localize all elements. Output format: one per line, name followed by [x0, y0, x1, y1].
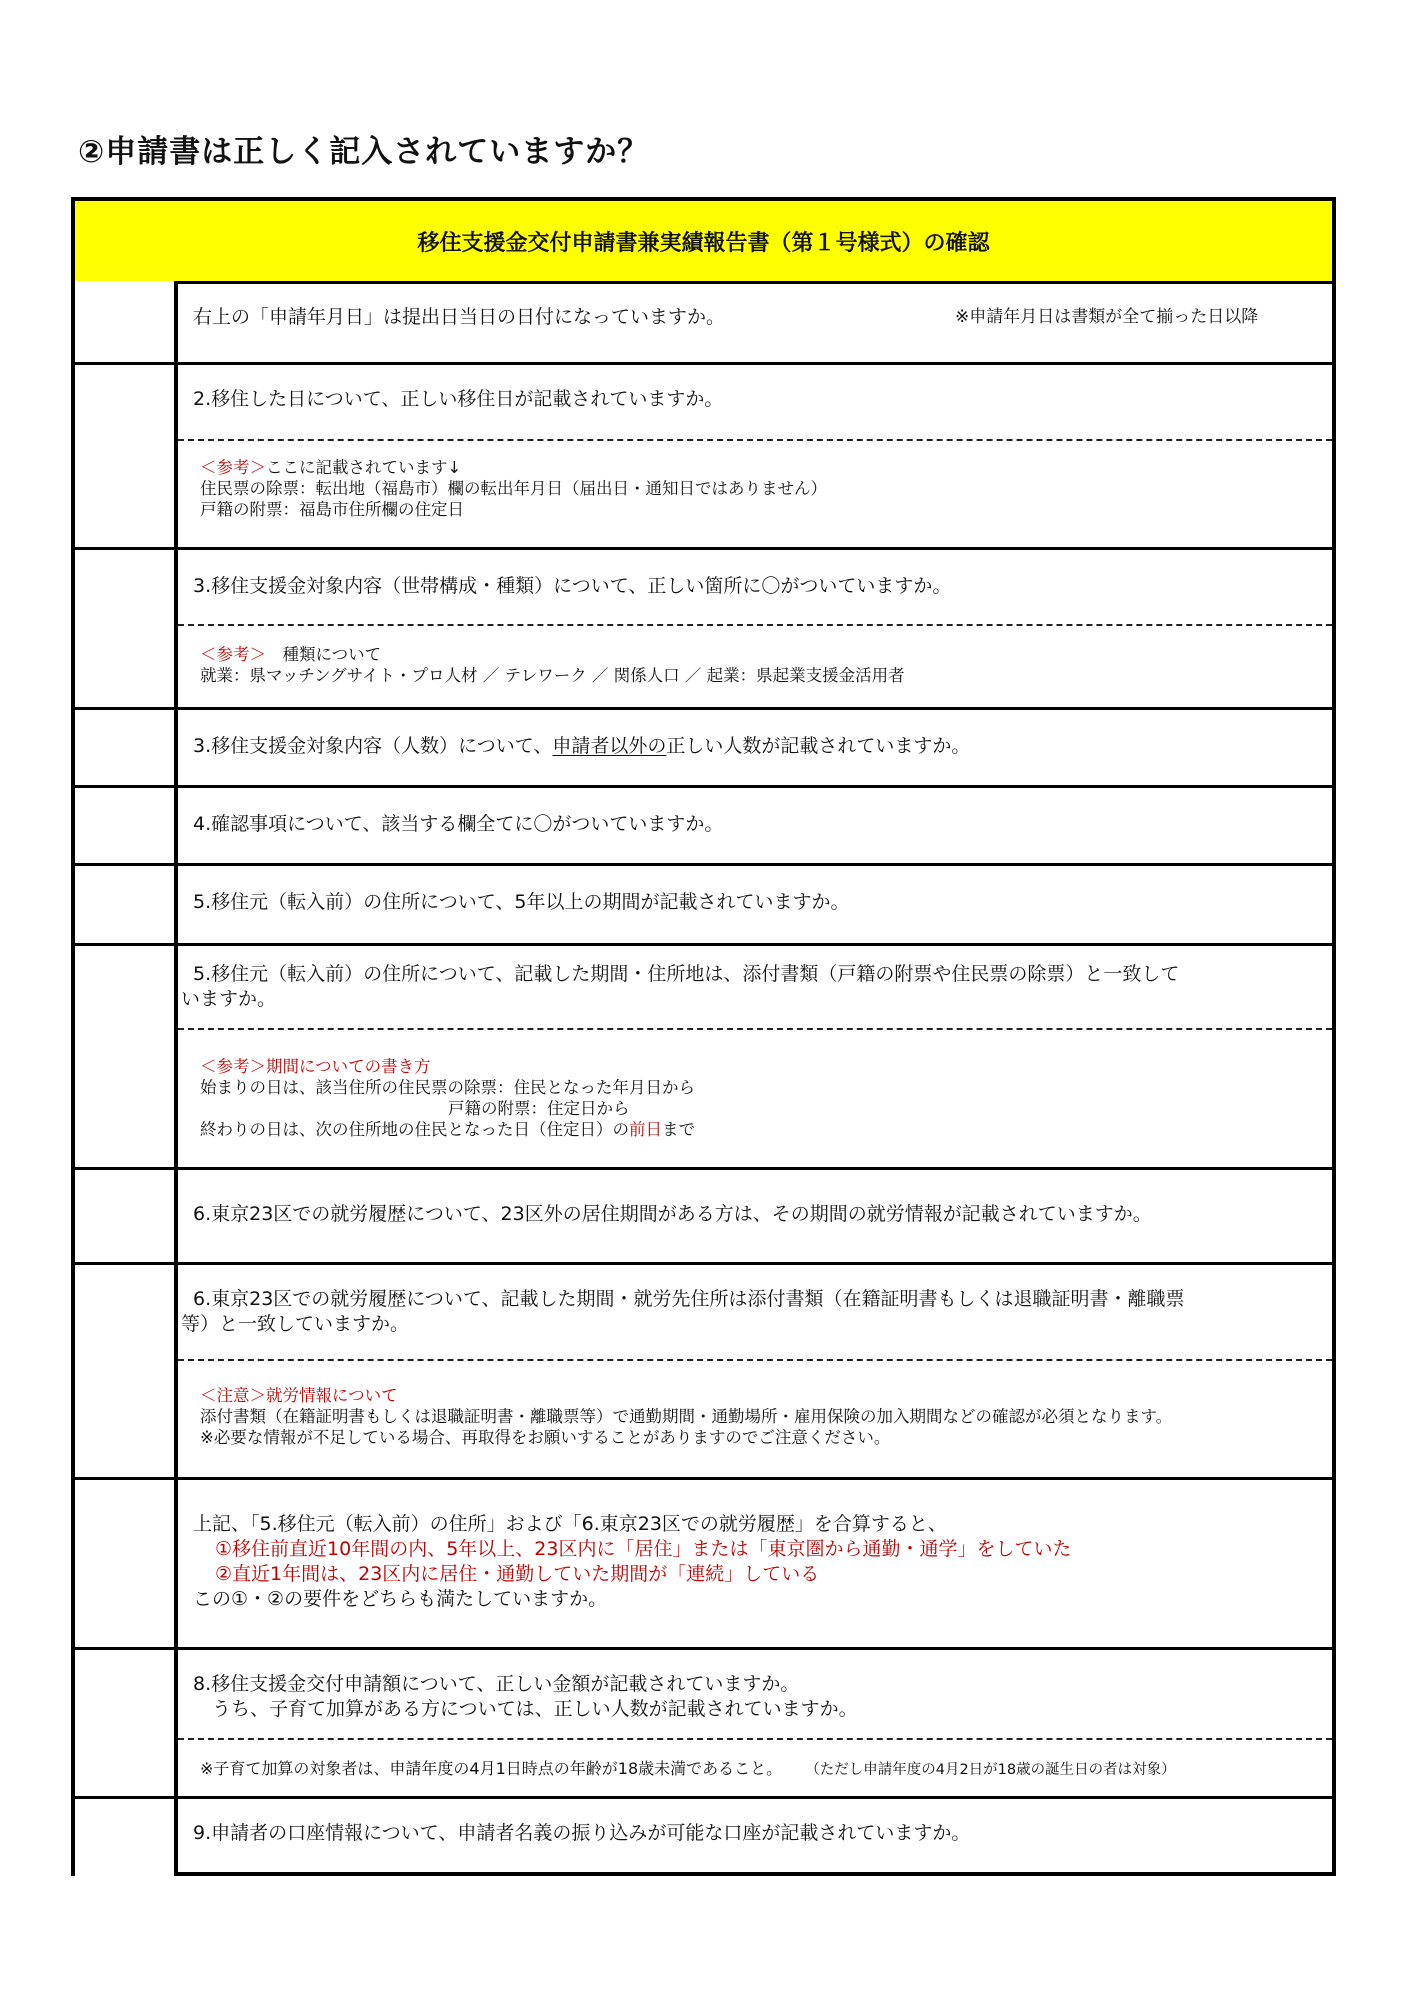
- checklist-row: [75, 281, 1332, 365]
- checklist-row: [75, 788, 1332, 866]
- dashed-divider: [178, 1359, 1332, 1361]
- check-box[interactable]: [75, 365, 178, 547]
- note-small: （ただし申請年度の4月2日が18歳の誕生日の者は対象）: [805, 1762, 1176, 1778]
- question-text: 5.移住元（転入前）の住所について、5年以上の期間が記載されていますか。: [193, 891, 850, 913]
- reference-note: [200, 1056, 1322, 1140]
- checklist-row: [75, 365, 1332, 550]
- check-box[interactable]: [75, 1650, 178, 1796]
- checklist-row: [75, 1650, 1332, 1799]
- note-label-tail: ここに記載されています↓: [266, 458, 462, 477]
- question-text-cont: うち、子育て加算がある方については、正しい人数が記載されていますか。: [193, 1698, 858, 1720]
- reference-note: [200, 457, 1322, 520]
- dashed-divider: [178, 1738, 1332, 1740]
- combined-condition: [193, 1512, 1314, 1612]
- note-line: ※必要な情報が不足している場合、再取得をお願いすることがありますのでご注意ください。: [200, 1428, 891, 1447]
- condition-question: この①・②の要件をどちらも満たしていますか。: [193, 1588, 608, 1610]
- side-note: ※申請年月日は書類が全て揃った日以降: [955, 307, 1259, 327]
- checklist-row: [75, 1265, 1332, 1480]
- check-box[interactable]: [75, 281, 178, 362]
- checklist-row: [75, 550, 1332, 710]
- caution-note: [200, 1385, 1322, 1448]
- note-line: 戸籍の附票：福島市住所欄の住定日: [200, 500, 464, 519]
- question-text: 3.移住支援金対象内容（人数）について、申請者以外の正しい人数が記載されていますか。: [193, 735, 971, 757]
- checklist-form: [71, 197, 1336, 1876]
- check-box[interactable]: [75, 1799, 178, 1876]
- checklist-row: [75, 710, 1332, 788]
- check-box[interactable]: [75, 1480, 178, 1647]
- question-text: 9.申請者の口座情報について、申請者名義の振り込みが可能な口座が記載されていますか。: [193, 1822, 971, 1844]
- question-text: 6.東京23区での就労履歴について、記載した期間・就労先住所は添付書類（在籍証明書もしくは退職証明書・離職票: [193, 1288, 1185, 1310]
- note-line: 戸籍の附票：住定日から: [448, 1099, 630, 1118]
- question-text-cont: いますか。: [181, 988, 277, 1010]
- note-line: 住民票の除票：転出地（福島市）欄の転出年月日（届出日・通知日ではありません）: [200, 479, 827, 498]
- note-main: ※子育て加算の対象者は、申請年度の4月1日時点の年齢が18歳未満であること。: [200, 1759, 783, 1778]
- note-label-tail: 種類について: [266, 645, 382, 664]
- note-label: ＜参考＞: [200, 458, 266, 477]
- checklist-row: [75, 1170, 1332, 1265]
- checklist-row: [75, 1799, 1332, 1876]
- check-box[interactable]: [75, 788, 178, 863]
- check-box[interactable]: [75, 1170, 178, 1262]
- dashed-divider: [178, 439, 1332, 441]
- note-line: 終わりの日は、次の住所地の住民となった日（住定日）の前日まで: [200, 1120, 695, 1139]
- question-text: 3.移住支援金対象内容（世帯構成・種類）について、正しい箇所に〇がついていますか。: [193, 575, 952, 597]
- dashed-divider: [178, 624, 1332, 626]
- question-text: 5.移住元（転入前）の住所について、記載した期間・住所地は、添付書類（戸籍の附票や住民票の除票）と一致して: [193, 963, 1180, 985]
- note-line: 就業：県マッチングサイト・プロ人材 ／ テレワーク ／ 関係人口 ／ 起業：県起業支援金活用者: [200, 666, 905, 685]
- form-header: 移住支援金交付申請書兼実績報告書（第１号様式）の確認: [75, 201, 1332, 284]
- condition-intro: 上記、「5.移住元（転入前）の住所」および「6.東京23区での就労履歴」を合算すると、: [193, 1513, 947, 1535]
- reference-note: [200, 1758, 1322, 1781]
- check-box[interactable]: [75, 550, 178, 707]
- page-title: ②申請書は正しく記入されていますか？: [78, 134, 650, 170]
- check-box[interactable]: [75, 866, 178, 943]
- note-label: ＜注意＞就労情報について: [200, 1386, 398, 1405]
- checklist-row: [75, 946, 1332, 1170]
- reference-note: [200, 644, 1322, 686]
- condition-1: ①移住前直近10年間の内、5年以上、23区内に「居住」または「東京圏から通勤・通学」をしていた: [215, 1538, 1072, 1560]
- question-text: 2.移住した日について、正しい移住日が記載されていますか。: [193, 388, 724, 410]
- check-box[interactable]: [75, 710, 178, 785]
- question-text: 4.確認事項について、該当する欄全てに〇がついていますか。: [193, 813, 724, 835]
- checklist-row: [75, 1480, 1332, 1650]
- note-label: ＜参考＞期間についての書き方: [200, 1057, 431, 1076]
- note-label: ＜参考＞: [200, 645, 266, 664]
- question-text-cont: 等）と一致していますか。: [181, 1313, 410, 1335]
- underlined-text: 申請者以外の: [552, 735, 667, 757]
- question-text: 6.東京23区での就労履歴について、23区外の居住期間がある方は、その期間の就労情報が記載されていますか。: [193, 1203, 1152, 1225]
- note-line: 始まりの日は、該当住所の住民票の除票：住民となった年月日から: [200, 1078, 695, 1097]
- check-box[interactable]: [75, 1265, 178, 1477]
- question-text: 8.移住支援金交付申請額について、正しい金額が記載されていますか。: [193, 1673, 800, 1695]
- check-box[interactable]: [75, 946, 178, 1167]
- checklist-row: [75, 866, 1332, 946]
- question-text: 右上の「申請年月日」は提出日当日の日付になっていますか。: [193, 306, 726, 328]
- note-line: 添付書類（在籍証明書もしくは退職証明書・離職票等）で通勤期間・通勤場所・雇用保険の加入期間などの確認が必須となります。: [200, 1407, 1173, 1426]
- condition-2: ②直近1年間は、23区内に居住・通勤していた期間が「連続」している: [215, 1563, 820, 1585]
- dashed-divider: [178, 1028, 1332, 1030]
